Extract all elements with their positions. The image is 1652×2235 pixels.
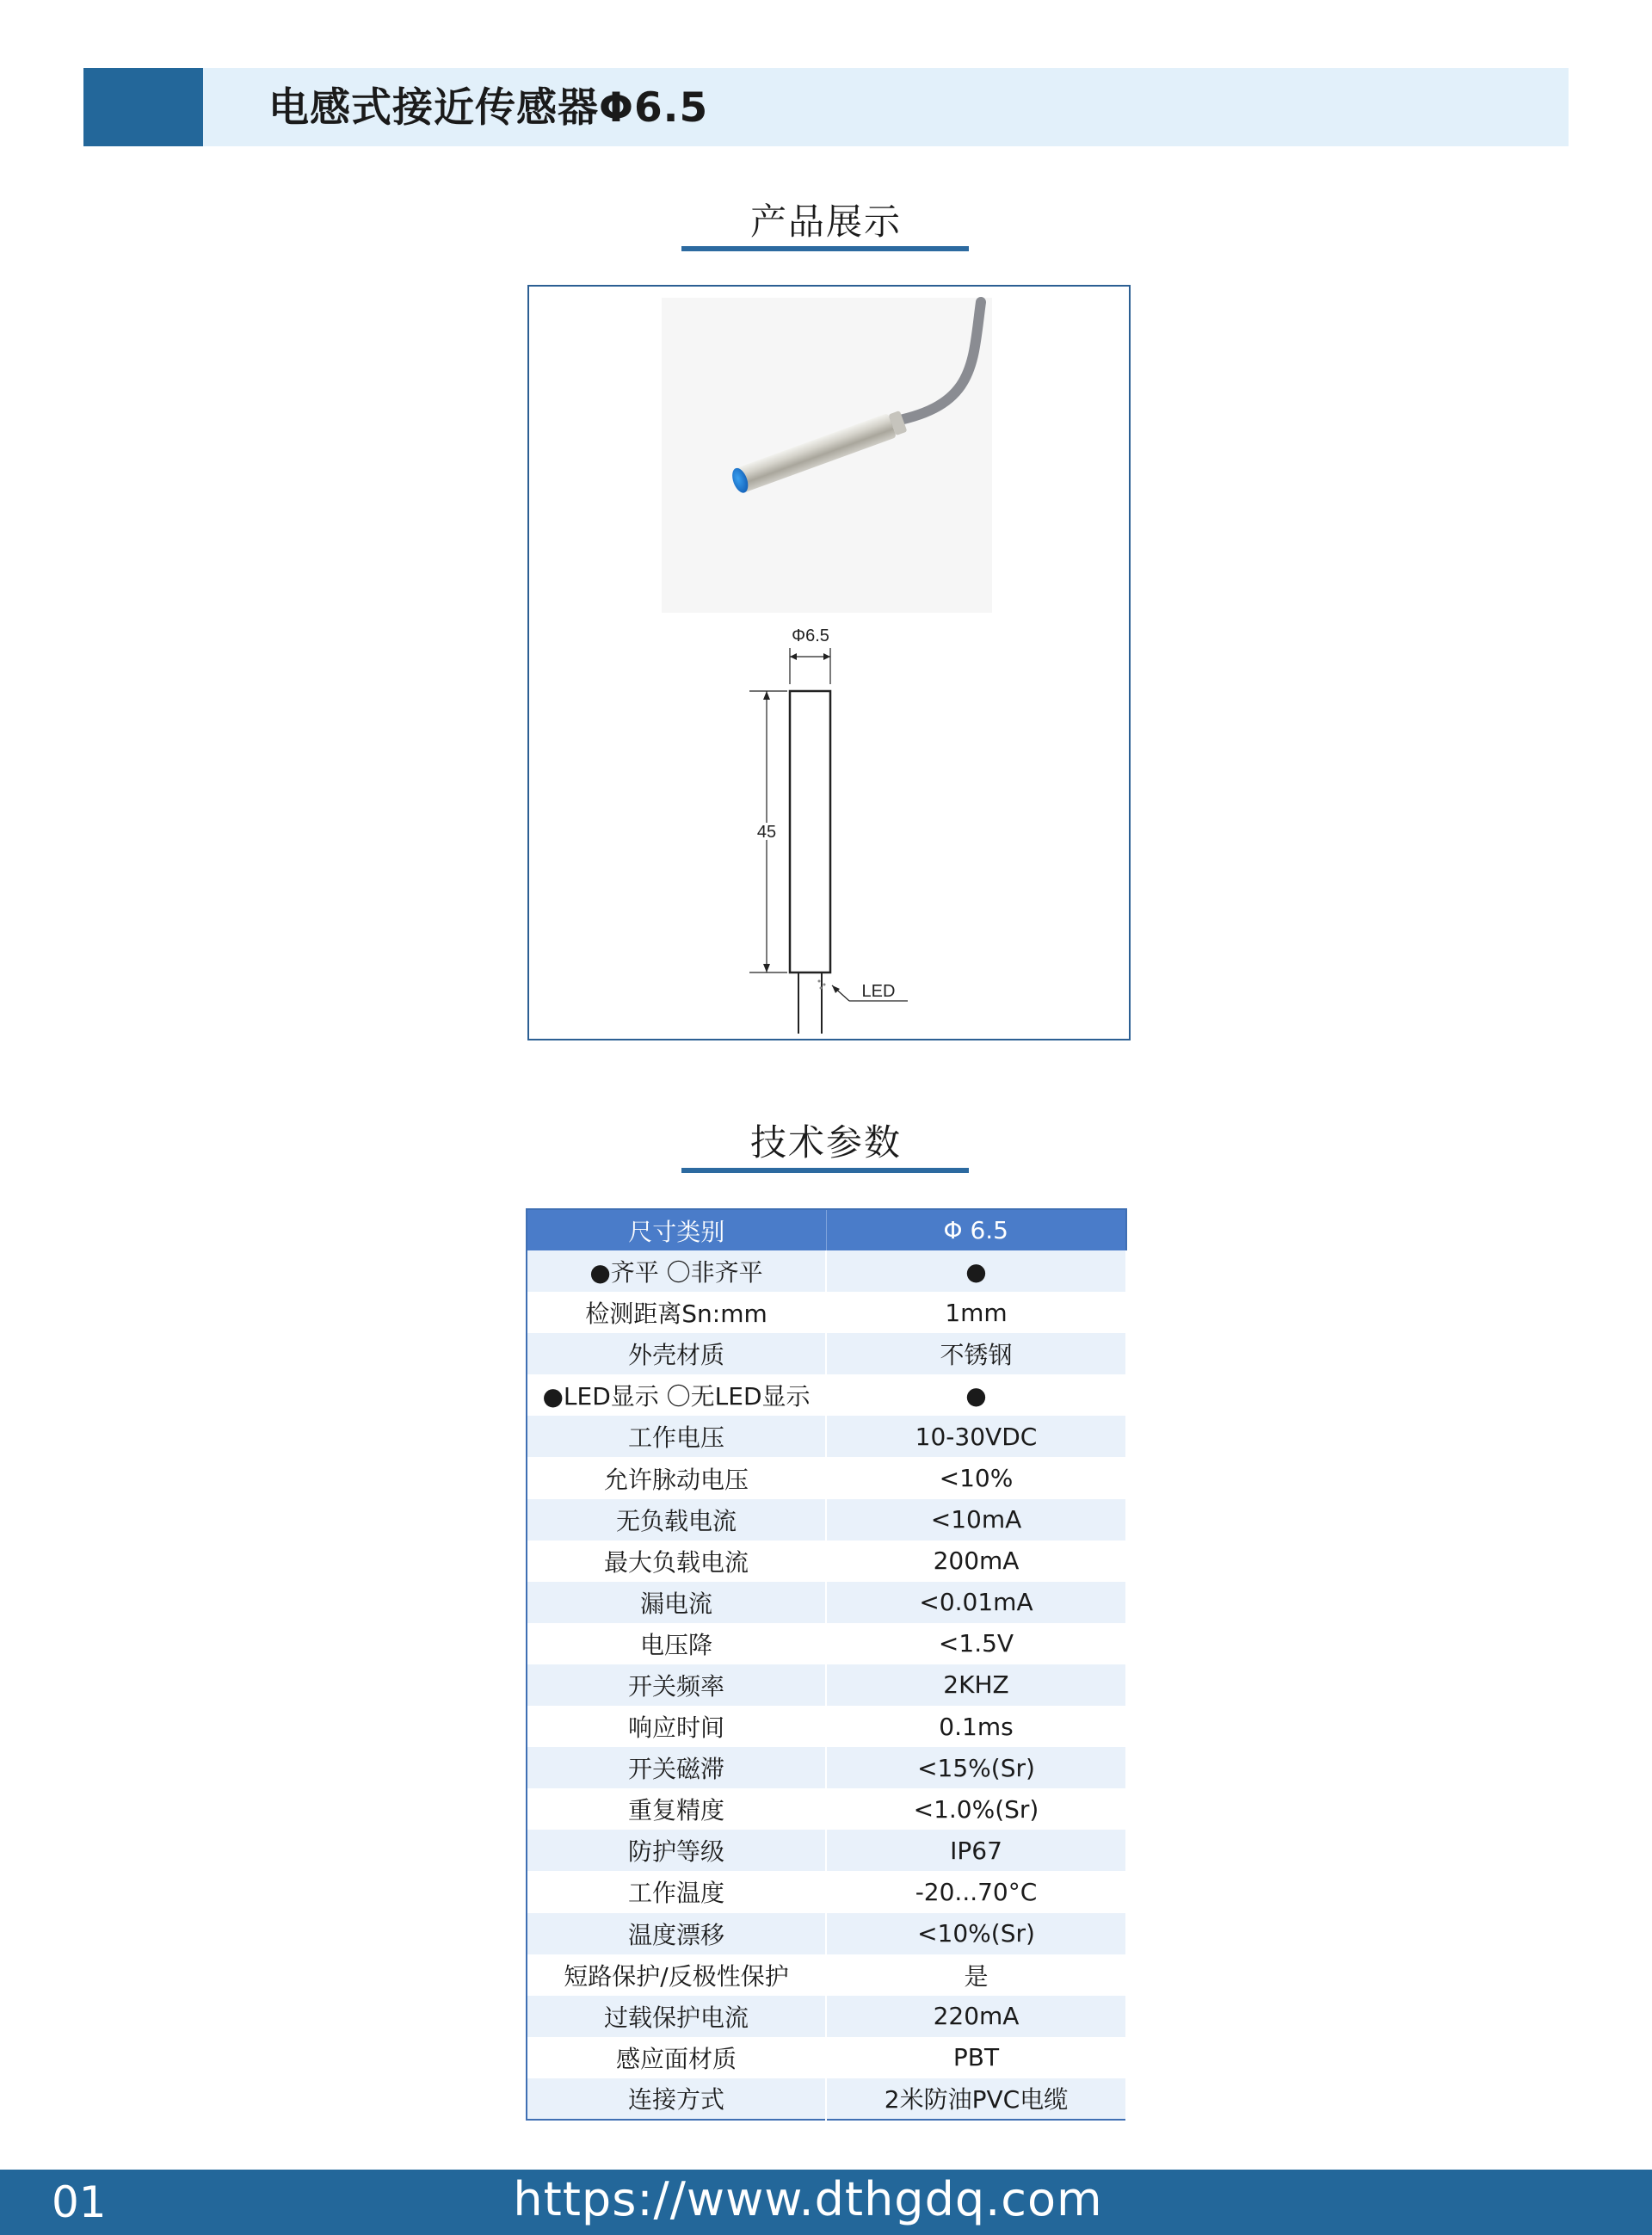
spec-value: <1.5V [826,1623,1126,1664]
table-row [527,1747,1126,1788]
length-label: 45 [756,823,777,842]
table-row [527,1623,1126,1664]
page-title: 电感式接近传感器Φ6.5 [268,84,709,132]
table-row [527,1457,1126,1498]
spec-label: 响应时间 [527,1706,826,1747]
spec-value: 1mm [826,1292,1126,1333]
spec-label: 检测距离Sn:mm [527,1292,826,1333]
header-accent-block [83,68,203,146]
led-label: LED [861,982,896,1001]
spec-label: 工作电压 [527,1416,826,1457]
spec-value: <10%(Sr) [826,1913,1126,1954]
spec-value: ● [826,1374,1126,1416]
spec-value: 是 [826,1954,1126,1996]
table-row [527,1499,1126,1540]
spec-value: 不锈钢 [826,1333,1126,1374]
spec-value: <10mA [826,1499,1126,1540]
sensor-outline [790,691,830,972]
spec-label: ●齐平 〇非齐平 [527,1250,826,1292]
table-row [527,1954,1126,1996]
spec-value: 10-30VDC [826,1416,1126,1457]
spec-value: 2KHZ [826,1664,1126,1706]
spec-value: 200mA [826,1540,1126,1582]
spec-label: 最大负载电流 [527,1540,826,1582]
spec-value: 220mA [826,1996,1126,2037]
table-row [527,1416,1126,1457]
table-row [527,1250,1126,1292]
spec-label: 感应面材质 [527,2037,826,2078]
spec-value: 2米防油PVC电缆 [826,2078,1126,2120]
page-number: 01 [52,2177,107,2227]
spec-value: -20...70°C [826,1871,1126,1912]
spec-label: 外壳材质 [527,1333,826,1374]
spec-table [526,1208,1127,2121]
table-row [527,1871,1126,1912]
column-header-category: 尺寸类别 [527,1209,826,1250]
spec-label: 无负载电流 [527,1499,826,1540]
spec-label: 重复精度 [527,1788,826,1830]
spec-label: 开关频率 [527,1664,826,1706]
table-row [527,2078,1126,2120]
spec-label: 防护等级 [527,1830,826,1871]
spec-value: IP67 [826,1830,1126,1871]
table-row [527,1913,1126,1954]
spec-value: <1.0%(Sr) [826,1788,1126,1830]
footer-url[interactable]: https://www.dthgdq.com [513,2172,1103,2226]
product-illustration [529,287,1129,1039]
spec-label: 连接方式 [527,2078,826,2120]
table-row [527,1292,1126,1333]
diameter-label: Φ6.5 [792,627,829,645]
table-row [527,1830,1126,1871]
spec-label: 短路保护/反极性保护 [527,1954,826,1996]
spec-label: ●LED显示 〇无LED显示 [527,1374,826,1416]
spec-value: ● [826,1250,1126,1292]
spec-section-rule [681,1168,969,1173]
table-row [527,1664,1126,1706]
spec-label: 允许脉动电压 [527,1457,826,1498]
spec-value: PBT [826,2037,1126,2078]
spec-table-header [527,1209,1126,1250]
product-section-title: 产品展示 [749,201,902,243]
spec-value: 0.1ms [826,1706,1126,1747]
product-display-box [527,285,1131,1040]
spec-label: 工作温度 [527,1871,826,1912]
table-row [527,1706,1126,1747]
table-row [527,1374,1126,1416]
spec-label: 温度漂移 [527,1913,826,1954]
spec-value: <15%(Sr) [826,1747,1126,1788]
spec-label: 过载保护电流 [527,1996,826,2037]
table-row [527,1540,1126,1582]
table-row [527,1788,1126,1830]
table-row [527,1333,1126,1374]
spec-section-title: 技术参数 [749,1121,902,1164]
table-row [527,2037,1126,2078]
spec-label: 漏电流 [527,1582,826,1623]
spec-value: <0.01mA [826,1582,1126,1623]
product-section-rule [681,246,969,251]
table-row [527,1996,1126,2037]
spec-label: 电压降 [527,1623,826,1664]
spec-label: 开关磁滞 [527,1747,826,1788]
spec-value: <10% [826,1457,1126,1498]
column-header-model: Φ 6.5 [826,1209,1126,1250]
table-row [527,1582,1126,1623]
